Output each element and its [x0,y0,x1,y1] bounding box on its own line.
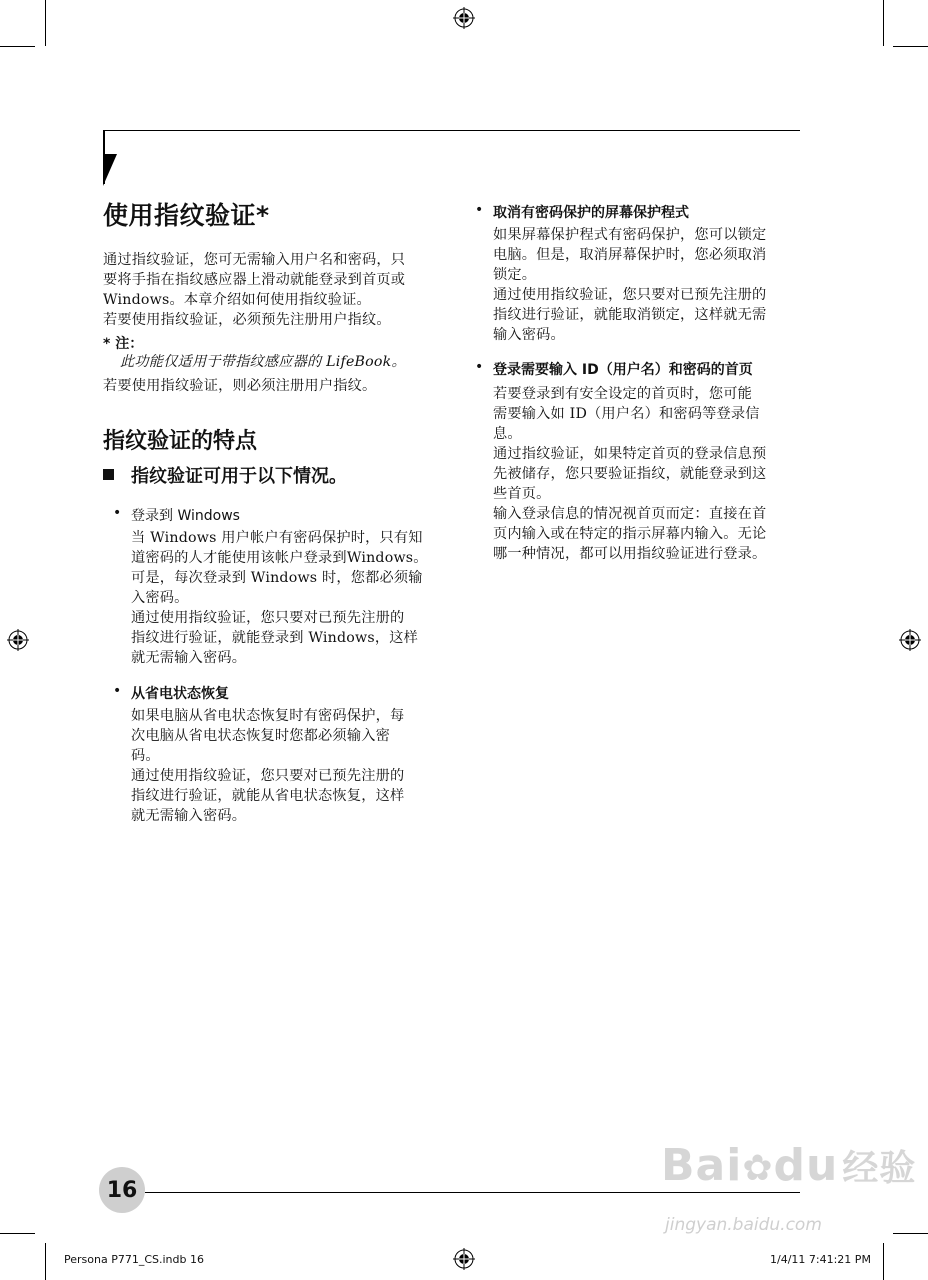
bullet-line: 码。 [131,748,160,764]
paw-icon: ✿ [742,1148,774,1189]
bullet-dot-icon: • [475,202,484,218]
bullet-body [493,225,803,345]
bullet-line: 锁定。 [493,267,537,283]
after-note-text: 若要使用指纹验证，则必须注册用户指纹。 [103,378,377,394]
bullet-heading: 登录到 Windows [131,508,240,524]
bullet-line: 如果屏幕保护程式有密码保护，您可以锁定 [493,227,767,243]
section-title: 指纹验证的特点 [103,429,258,454]
bullet-body [131,528,441,668]
bullet-body [131,706,441,826]
chapter-top-rule [103,130,800,131]
bullet-line: 需要输入如 ID（用户名）和密码等登录信 [493,406,760,422]
bullet-line: 输入登录信息的情况视首页而定：直接在首 [493,506,767,522]
crop-mark-top-right-h [893,46,928,47]
watermark-brand-cn: 经验 [842,1148,917,1189]
registration-mark-icon [453,7,475,29]
bullet-line: 指纹进行验证，就能从省电状态恢复，这样 [131,788,405,804]
intro-paragraph [103,250,443,330]
bullet-line: 当 Windows 用户帐户有密码保护时，只有知 [131,530,423,546]
page-title: 使用指纹验证* [103,201,270,230]
registration-mark-icon [453,1248,475,1270]
sub-heading: 指纹验证可用于以下情况。 [131,466,347,487]
registration-mark-icon [7,629,29,651]
bullet-line: 息。 [493,426,522,442]
bullet-heading: 登录需要输入 ID（用户名）和密码的首页 [493,362,753,378]
note-text: 此功能仅适用于带指纹感应器的 LifeBook。 [120,354,406,370]
bullet-heading: 从省电状态恢复 [131,686,229,702]
bullet-line: 入密码。 [131,590,189,606]
watermark-brand-left: Bai [661,1140,743,1191]
bullet-line: 通过指纹验证，如果特定首页的登录信息预 [493,446,767,462]
bullet-line: 电脑。但是，取消屏幕保护时，您必须取消 [493,247,767,263]
chapter-wedge-icon [103,154,119,186]
bullet-line: 页内输入或在特定的指示屏幕内输入。无论 [493,526,767,542]
note-label: * 注： [103,336,144,352]
bullet-line: 通过使用指纹验证，您只要对已预先注册的 [493,287,767,303]
registration-mark-icon [899,629,921,651]
intro-line: 若要使用指纹验证，必须预先注册用户指纹。 [103,312,391,328]
crop-mark-bottom-left-h [0,1233,35,1234]
bullet-line: 如果电脑从省电状态恢复时有密码保护，每 [131,708,405,724]
bullet-dot-icon: • [113,505,122,521]
bullet-line: 些首页。 [493,486,551,502]
bullet-line: 就无需输入密码。 [131,650,247,666]
crop-mark-top-left-v [45,0,46,46]
bullet-body [493,384,803,564]
watermark-brand [661,1140,916,1191]
bullet-line: 哪一种情况，都可以用指纹验证进行登录。 [493,546,767,562]
square-bullet-icon [103,469,114,480]
watermark-url: jingyan.baidu.com [665,1215,822,1235]
crop-mark-bottom-right-v [883,1243,884,1280]
bullet-line: 就无需输入密码。 [131,808,247,824]
slug-right: 1/4/11 7:41:21 PM [770,1253,871,1266]
bullet-line: 通过使用指纹验证，您只要对已预先注册的 [131,768,405,784]
crop-mark-top-right-v [883,0,884,46]
baidu-watermark [661,1140,917,1245]
watermark-brand-right: du [773,1140,839,1191]
bullet-dot-icon: • [113,683,122,699]
bullet-line: 道密码的人才能使用该帐户登录到Windows。 [131,550,428,566]
bullet-line: 通过使用指纹验证，您只要对已预先注册的 [131,610,405,626]
intro-line: 通过指纹验证，您可无需输入用户名和密码，只 [103,252,406,268]
intro-line: Windows。本章介绍如何使用指纹验证。 [103,292,371,308]
crop-mark-top-left-h [0,46,35,47]
bullet-line: 先被储存，您只要验证指纹，就能登录到这 [493,466,767,482]
bullet-dot-icon: • [475,359,484,375]
bullet-line: 可是，每次登录到 Windows 时，您都必须输 [131,570,423,586]
crop-mark-bottom-right-h [893,1233,928,1234]
bullet-line: 指纹进行验证，就能登录到 Windows，这样 [131,630,418,646]
bullet-line: 指纹进行验证，就能取消锁定，这样就无需 [493,307,767,323]
page-number-badge: 16 [99,1167,145,1213]
bullet-line: 次电脑从省电状态恢复时您都必须输入密 [131,728,390,744]
bullet-line: 输入密码。 [493,327,565,343]
slug-left: Persona P771_CS.indb 16 [64,1253,204,1266]
bullet-heading: 取消有密码保护的屏幕保护程式 [493,205,689,221]
crop-mark-bottom-left-v [45,1243,46,1280]
intro-line: 要将手指在指纹感应器上滑动就能登录到首页或 [103,272,406,288]
bullet-line: 若要登录到有安全设定的首页时，您可能 [493,386,752,402]
